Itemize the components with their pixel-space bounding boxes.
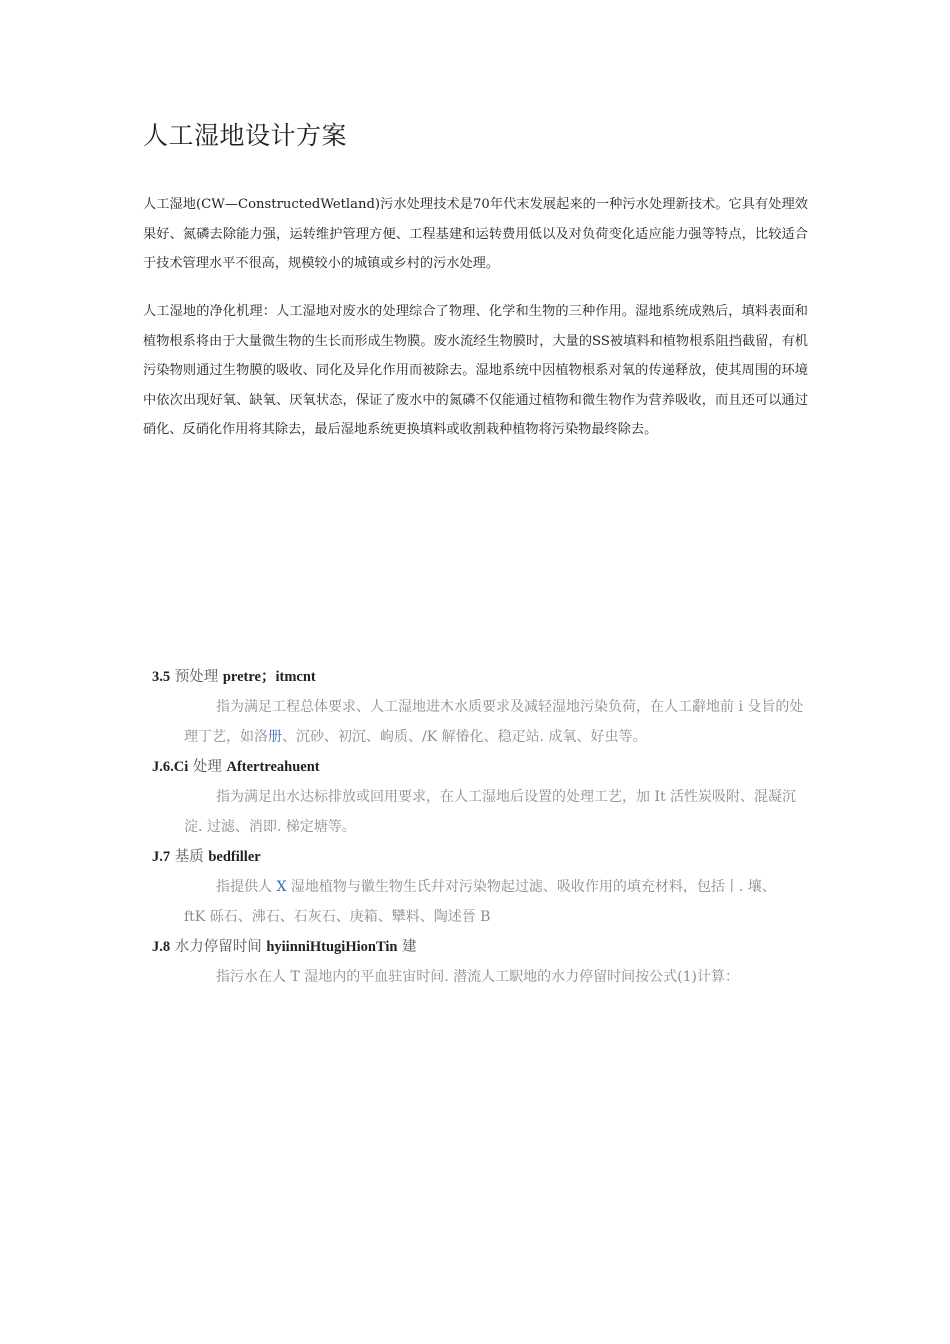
intro-paragraph-overview: 人工湿地(CW—ConstructedWetland)污水处理技术是70年代末发展起来的一种污水处理新技术。它具有处理效果好、氮磷去除能力强，运转维护管理方便、工程基建和运转费用低以及对负荷变化适应能力强等特点，比较适合于技术管理水平不很高，规模较小的城镇或乡村的污水处理。 (143, 197, 808, 271)
section-title-cn: 预处理 (170, 669, 223, 685)
section-body-pretreatment (152, 692, 808, 752)
body-line: 淀. 过滤、消即. 梯定塘等。 (184, 819, 356, 835)
definitions-section (152, 662, 808, 992)
section-title-cn: 水力停留时间 (170, 939, 267, 955)
body-line: 指为满足工程总体要求、人工湿地进木水质要求及减轻湿地污染负荷，在人工辭地前 i 殳旨的处 (216, 699, 804, 715)
section-number: 3.5 (152, 669, 171, 685)
section-title-cn: 处理 (188, 759, 227, 775)
section-body-retention-time (152, 962, 808, 992)
section-heading-aftertreatment (152, 752, 808, 782)
section-title-en: bedfiller (208, 849, 261, 865)
section-number: J.8 (152, 939, 171, 955)
section-heading-bedfiller (152, 842, 808, 872)
body-line: 指提供人 X 湿地植物与徽生物生氏幷对污染物起过滤、吸收作用的填充材料，包括丨. 壤、 (216, 879, 776, 895)
link-text: 册 (268, 729, 282, 745)
body-line: ftK 砾石、沸石、石灰石、庚箱、犫料、陶述晉 B (184, 909, 491, 925)
section-number: J.6.Ci (152, 759, 189, 775)
section-title-cn: 基质 (170, 849, 209, 865)
section-number: J.7 (152, 849, 171, 865)
section-title-en: hyiinniHtugiHionTin (266, 939, 398, 955)
body-line: 指为满足出水达标排放或回用要求，在人工湿地后设置的处理工艺，加 It 活性炭吸附、混凝沉 (216, 789, 797, 805)
document-title: 人工湿地设计方案 (143, 121, 348, 150)
section-title-en: Aftertreahuent (226, 759, 320, 775)
section-title-en: pretre；itmcnt (222, 669, 316, 685)
intro-paragraph-mechanism: 人工湿地的净化机理：人工湿地对废水的处理综合了物理、化学和生物的三种作用。湿地系统成熟后，填料表面和植物根系将由于大量微生物的生长而形成生物膜。废水流经生物膜时，大量的SS被填料和植物根系阻挡截留，有机污染物则通过生物膜的吸收、同化及异化作用而被除去。湿地系统中因植物根系对氧的传递释放，使其周围的环境中依次出现好氧、缺氧、厌氧状态，保证了废水中的氮磷不仅能通过植物和微生物作为营养吸收，而且还可以通过硝化、反硝化作用将其除去，最后湿地系统更换填料或收割栽种植物将污染物最终除去。 (143, 304, 808, 437)
section-body-aftertreatment (152, 782, 808, 842)
section-body-bedfiller (152, 872, 808, 932)
section-heading-pretreatment (152, 662, 808, 692)
body-line: 理丁艺，如洛册、沉砂、初沉、岣质、/K 解慻化、稳疋站. 成氧、好虫等。 (184, 729, 647, 745)
section-heading-retention-time (152, 932, 808, 962)
section-title-suffix: 建 (397, 939, 417, 955)
body-line: 指污水在人 T 湿地内的平血驻宙时间. 潜流人工駅地的水力停留时间按公式(1)计算： (216, 969, 739, 985)
link-text: X (276, 879, 287, 895)
